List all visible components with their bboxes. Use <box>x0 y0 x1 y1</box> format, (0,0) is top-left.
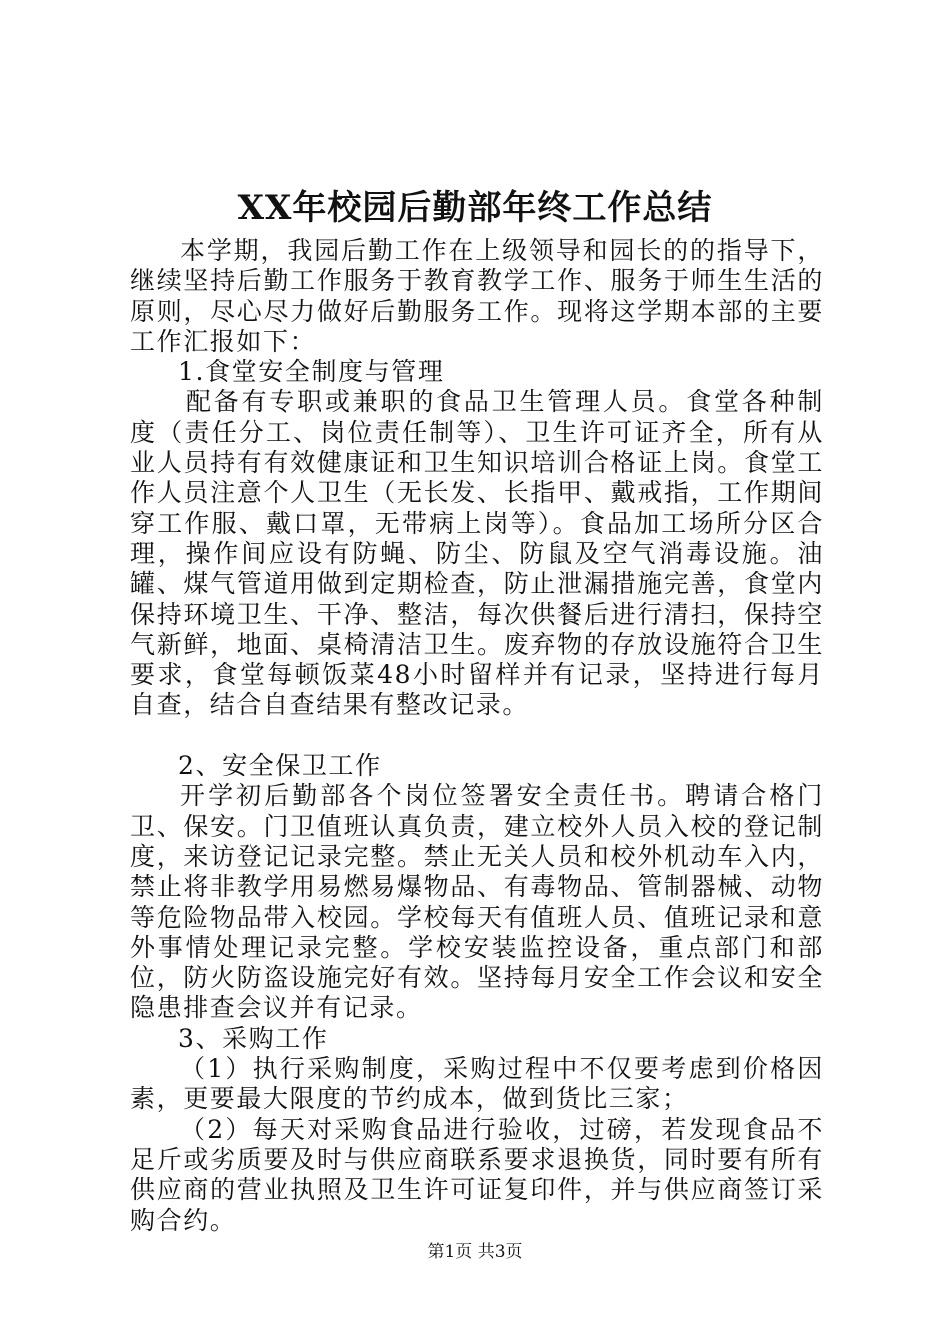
section-3-item-2: （2）每天对采购食品进行验收，过磅，若发现食品不足斤或劣质要及时与供应商联系要求退换货，同时要有所有供应商的营业执照及卫生许可证复印件，并与供应商签订采购合约。 <box>130 1114 824 1235</box>
page-number-footer: 第1页 共3页 <box>427 1242 523 1262</box>
section-3-heading: 3、采购工作 <box>178 1023 329 1053</box>
intro-paragraph: 本学期，我园后勤工作在上级领导和园长的的指导下，继续坚持后勤工作服务于教育教学工作、服务于师生生活的原则，尽心尽力做好后勤服务工作。现将这学期本部的主要工作汇报如下： <box>130 236 824 356</box>
document-title: XX年校园后勤部年终工作总结 <box>237 188 713 228</box>
section-2-heading: 2、安全保卫工作 <box>178 751 382 781</box>
section-1-paragraph: 配备有专职或兼职的食品卫生管理人员。食堂各种制度（责任分工、岗位责任制等）、卫生许可证齐全，所有从业人员持有有效健康证和卫生知识培训合格证上岗。食堂工作人员注意个人卫生（无长发、长指甲、戴戒指，工作期间穿工作服、戴口罩，无带病上岗等）。食品加工场所分区合理，操作间应设有防蝇、防尘、防鼠及空气消毒设施。油罐、煤气管道用做到定期检查，防止泄漏措施完善，食堂内保持环境卫生、干净、整洁，每次供餐后进行清扫，保持空气新鲜，地面、桌椅清洁卫生。废弃物的存放设施符合卫生要求，食堂每顿饭菜48小时留样并有记录，坚持进行每月自查，结合自查结果有整改记录。 <box>130 387 824 720</box>
section-1-heading: 1.食堂安全制度与管理 <box>178 357 445 387</box>
paragraph-spacer <box>130 721 824 751</box>
document-body <box>130 236 824 1236</box>
section-2-paragraph: 开学初后勤部各个岗位签署安全责任书。聘请合格门卫、保安。门卫值班认真负责，建立校外人员入校的登记制度，来访登记记录完整。禁止无关人员和校外机动车入内，禁止将非教学用易燃易爆物品、有毒物品、管制器械、动物等危险物品带入校园。学校每天有值班人员、值班记录和意外事情处理记录完整。学校安装监控设备，重点部门和部位，防火防盗设施完好有效。坚持每月安全工作会议和安全隐患排查会议并有记录。 <box>130 781 824 1023</box>
section-3-item-1: （1）执行采购制度，采购过程中不仅要考虑到价格因素，更要最大限度的节约成本，做到货比三家； <box>130 1054 824 1114</box>
